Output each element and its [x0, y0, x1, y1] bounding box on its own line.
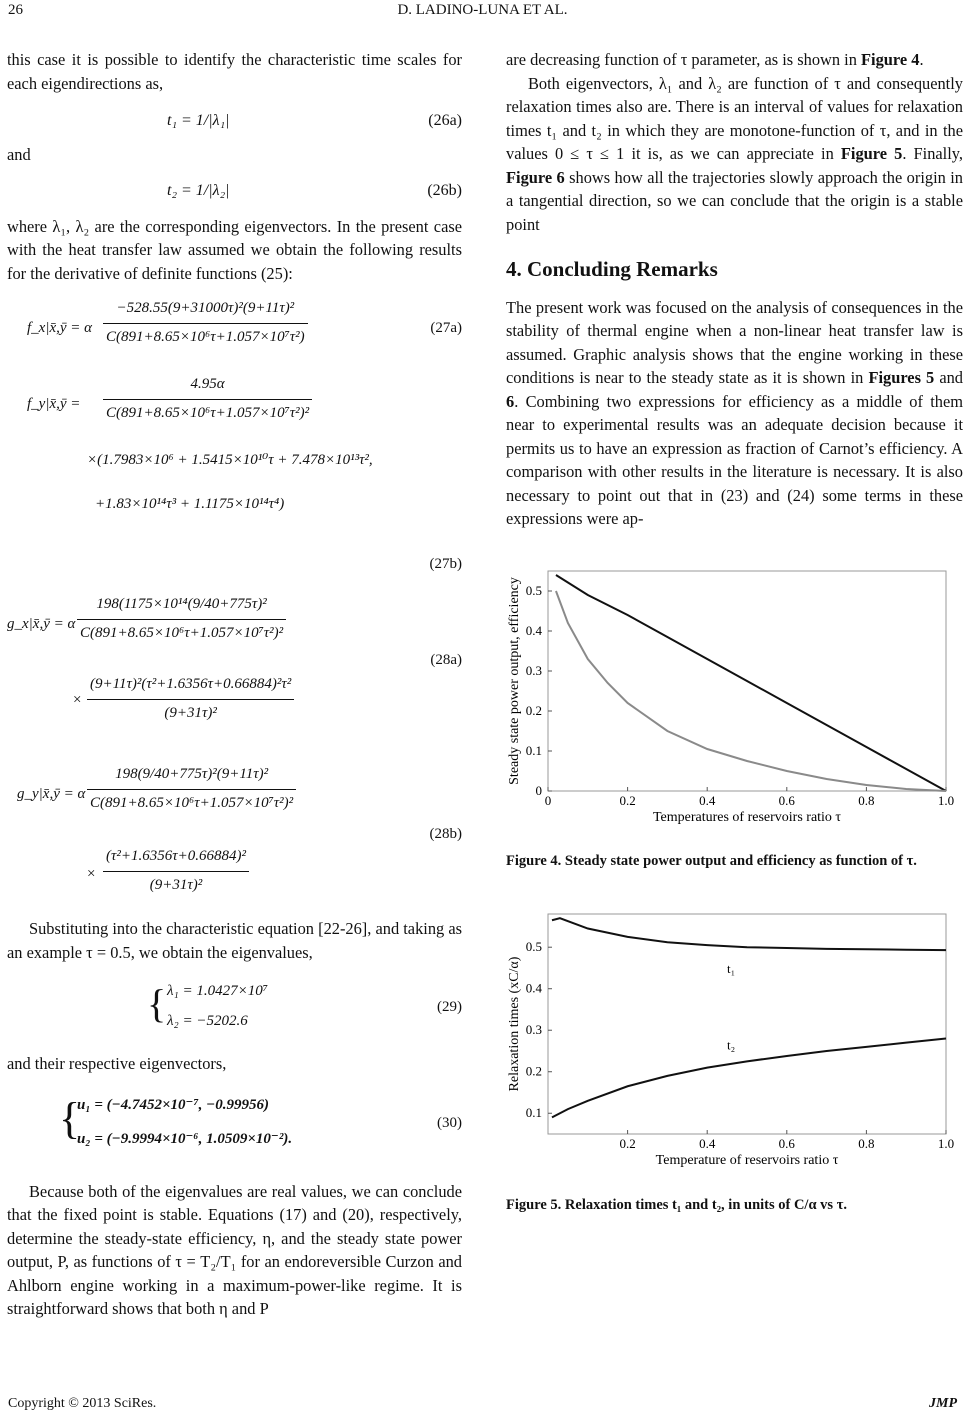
- left-column: [7, 48, 462, 1321]
- copyright: Copyright © 2013 SciRes.: [8, 1396, 157, 1411]
- figure-4-chart: [506, 559, 963, 839]
- equation-27b: f_y|x̄,ȳ = $\frac{4.95\alpha}{\text{C(891+8.65×10⁶τ+1.057×10⁷τ²)²}}$ ×(1.7983×10⁶ + 1.5415×10¹⁰τ + 7.478×10¹³τ², +1.83×10¹⁴τ³ + 1.1175×10¹⁴τ⁴) (27b): [7, 373, 462, 583]
- x-tick-label: 0.2: [619, 792, 636, 808]
- paragraph: where λ₁, λ₂ are the corresponding eigenvectors. In the present case with the heat transfer law assumed we obtain the following results for the derivative of definite functions (25):: [7, 216, 462, 283]
- paragraph: Because both of the eigenvalues are real values, we can conclude that the fixed point is stable. Equations (17) and (20), respectively, determine the steady-state efficiency, η, and the steady state power output, P, as functions of τ = T₂/T₁ for an endoreversible Curzon and Ahlborn engine working in a maximum-power-like regime. It is straightforward shows that both η and P: [7, 1181, 462, 1318]
- equation-27a: f_x|x̄,ȳ = α $\frac{\text{−528.55(9+31000τ)²(9+11τ)²}}{\text{C(891+8.65×10⁶τ+1.057×10⁷τ²)}}$ (27a): [7, 297, 462, 359]
- figure-4-caption: Figure 4. Steady state power output and efficiency as function of τ.: [506, 853, 917, 869]
- equation-29: { λ₁ = 1.0427×10⁷ λ₂ = −5202.6 (29): [147, 981, 462, 1029]
- y-tick-label: 0: [535, 782, 542, 798]
- y-tick-label: 0.1: [525, 1105, 542, 1121]
- section-heading: 4. Concluding Remarks: [506, 257, 718, 281]
- series-label: t₂: [727, 1037, 736, 1053]
- y-tick-label: 0.5: [525, 939, 542, 955]
- running-head: D. LADINO-LUNA ET AL.: [397, 2, 568, 18]
- series-line: [552, 1039, 946, 1118]
- page-number: 26: [8, 2, 23, 18]
- y-tick-label: 0.3: [525, 662, 542, 678]
- x-axis-label: Temperature of reservoirs ratio τ: [655, 1153, 839, 1168]
- equation-28b: g_y|x̄,ȳ = α $\frac{\text{198(9/40+775τ)²(9+11τ)²}}{\text{C(891+8.65×10⁶τ+1.057×10⁷τ²)²}}$ × $\frac{\text{(τ²+1.6356τ+0.66884)²}}{\text{(9+31τ)²}}$ (28b): [7, 763, 462, 913]
- paragraph: and their respective eigenvectors,: [7, 1054, 227, 1073]
- figure-4: [506, 559, 963, 873]
- figure-link[interactable]: Figure 6: [506, 167, 565, 187]
- y-tick-label: 0.2: [525, 702, 542, 718]
- y-axis-label: Relaxation times (xC/α): [507, 956, 522, 1092]
- y-tick-label: 0.2: [525, 1063, 542, 1079]
- equation-26a: t₁ = 1/|λ₁| (26a): [167, 112, 462, 129]
- y-tick-label: 0.3: [525, 1022, 542, 1038]
- x-tick-label: 0.2: [619, 1136, 636, 1151]
- series-label: t₁: [727, 961, 736, 977]
- x-axis-label: Temperatures of reservoirs ratio τ: [652, 809, 842, 825]
- journal-name: JMP: [929, 1396, 957, 1411]
- paragraph: are decreasing function of τ parameter, as is shown in Figure 4.: [506, 50, 924, 69]
- paragraph: this case it is possible to identify the characteristic time scales for each eigendirections as,: [7, 50, 462, 93]
- figure-link[interactable]: 6: [506, 391, 515, 411]
- figure-5-caption: Figure 5. Relaxation times t₁ and t₂, in units of C/α vs τ.: [506, 1196, 848, 1213]
- figure-link[interactable]: Figures 5: [868, 368, 935, 387]
- paragraph: and: [7, 145, 31, 164]
- x-tick-label: 0.4: [699, 1136, 716, 1151]
- x-tick-label: 1.0: [937, 1136, 955, 1151]
- x-tick-label: 0.4: [699, 792, 716, 808]
- x-tick-label: 1.0: [937, 792, 955, 808]
- x-tick-label: 0.8: [858, 792, 875, 808]
- paragraph: Substituting into the characteristic equation [22-26], and taking as an example τ = 0.5, we obtain the eigenvalues,: [7, 919, 462, 962]
- figure-5: [506, 902, 963, 1216]
- figure-5-chart: [506, 902, 963, 1182]
- x-tick-label: 0.8: [858, 1136, 875, 1151]
- series-line: [556, 591, 946, 791]
- x-tick-label: 0.6: [778, 1136, 795, 1151]
- y-tick-label: 0.4: [525, 980, 542, 996]
- series-line: [556, 575, 946, 791]
- x-tick-label: 0.6: [778, 792, 795, 808]
- right-column: [506, 48, 963, 1216]
- y-tick-label: 0.5: [525, 582, 542, 598]
- page-header: [0, 0, 965, 26]
- equation-26b: t₂ = 1/|λ₂| (26b): [167, 181, 462, 199]
- paragraph: Both eigenvectors, λ₁ and λ₂ are function of τ and consequently relaxation times also are. There is an interval of values for relaxation times t₁ and t₂ in which they are monotone-function of τ, and in the values 0 ≤ τ ≤ 1 it is, as we can appreciate in Figure 5. Finally, Figure 6 shows how all the trajectories slowly approach the origin in a tangential direction, so we can conclude that the origin is a stable point: [506, 73, 964, 234]
- y-axis-label: Steady state power output, efficiency: [507, 576, 522, 785]
- figure-link[interactable]: Figure 5: [840, 144, 903, 163]
- paragraph: The present work was focused on the analysis of consequences in the stability of thermal engine when a non-linear heat transfer law is assumed. Graphic analysis shows that the engine working in these conditions is near to the steady state as it is shown in Figures 5 and 6. Combining two expressions for efficiency as a middle of them near to experimental results was an adequate decision because it permits us to have an expression as fraction of Carnot’s efficiency. A comparison with other results in the literature is necessary. It is also necessary to point out that in (23) and (24) some terms in these expressions were ap-: [506, 297, 963, 528]
- y-tick-label: 0.4: [525, 622, 542, 638]
- figure-link[interactable]: Figure 4: [861, 50, 920, 69]
- x-tick-label: 0: [544, 792, 552, 808]
- equation-30: { u₁ = (−4.7452×10⁻⁷, −0.99956) u₂ = (−9.9994×10⁻⁶, 1.0509×10⁻²). (30): [59, 1093, 462, 1147]
- series-line: [552, 918, 946, 950]
- equation-28a: g_x|x̄,ȳ = α $\frac{\text{198(1175×10¹⁴(9/40+775τ)²}}{\text{C(891+8.65×10⁶τ+1.057×10⁷τ²)²}}$ × $\frac{\text{(9+11τ)²(τ²+1.6356τ+0.66884)²τ²}}{\text{(9+31τ)²}}$ (28a): [7, 593, 462, 743]
- y-tick-label: 0.1: [525, 742, 542, 758]
